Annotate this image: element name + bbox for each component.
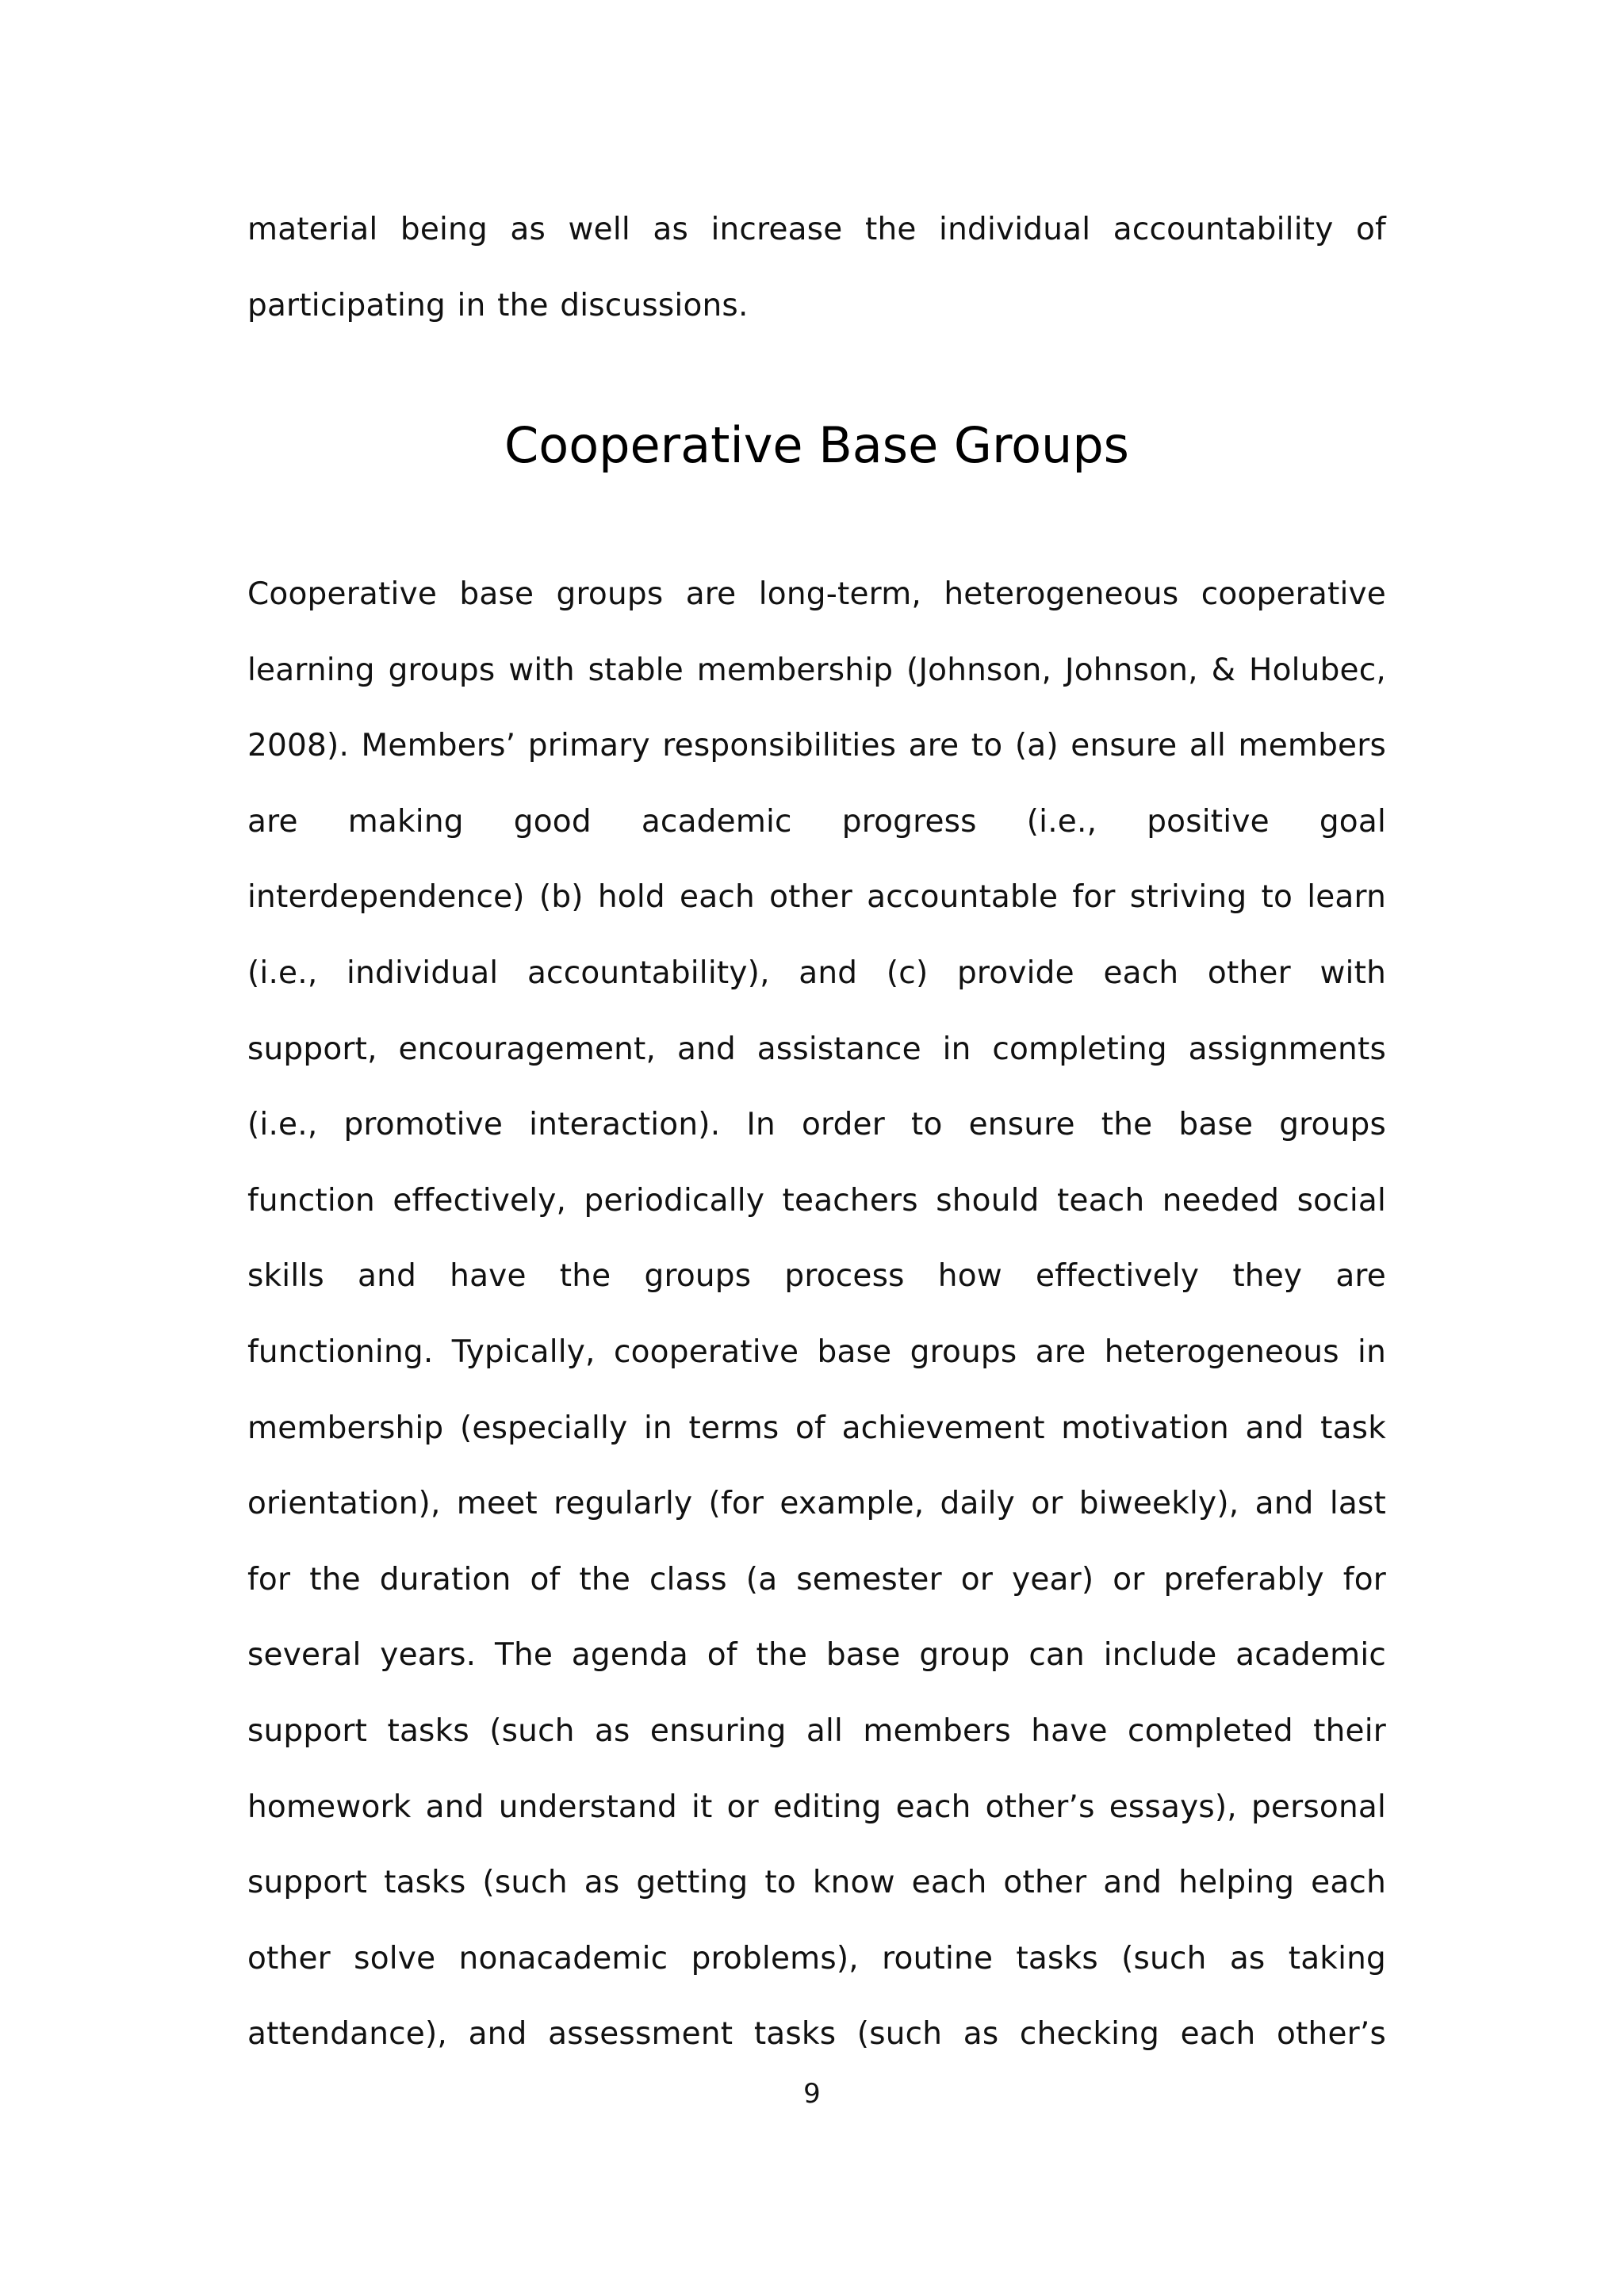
body-paragraph: Cooperative base groups are long-term, heterogeneous cooperative learning groups with stable membership (Johnson, Johnson, & Holubec, 2008). Members’ primary responsibilities are to (a) ensure all members are making good academic progress (i.e., positive goal interdependence) (b) hold each other accountable for striving to learn (i.e., individual accountability), and (c) provide each other with support, encouragement, and assistance in completing assignments (i.e., promotive interaction). In order to ensure the base groups function effectively, periodically teachers should teach needed social skills and have the groups process how effectively they are functioning. Typically, cooperative base groups are heterogeneous in membership (especially in terms of achievement motivation and task orientation), meet regularly (for example, daily or biweekly), and last for the duration of the class (a semester or year) or preferably for several years. The agenda of the base group can include academic support tasks (such as ensuring all members have completed their homework and understand it or editing each other’s essays), personal support tasks (such as getting to know each other and helping each other solve nonacademic problems), routine tasks (such as taking attendance), and assessment tasks (such as checking each other’s — [247, 576, 1386, 2053]
intro-paragraph: material being as well as increase the individual accountability of participating in the discussions. — [247, 212, 1386, 323]
page-number: 9 — [803, 2078, 821, 2110]
section-heading: Cooperative Base Groups — [504, 416, 1129, 474]
